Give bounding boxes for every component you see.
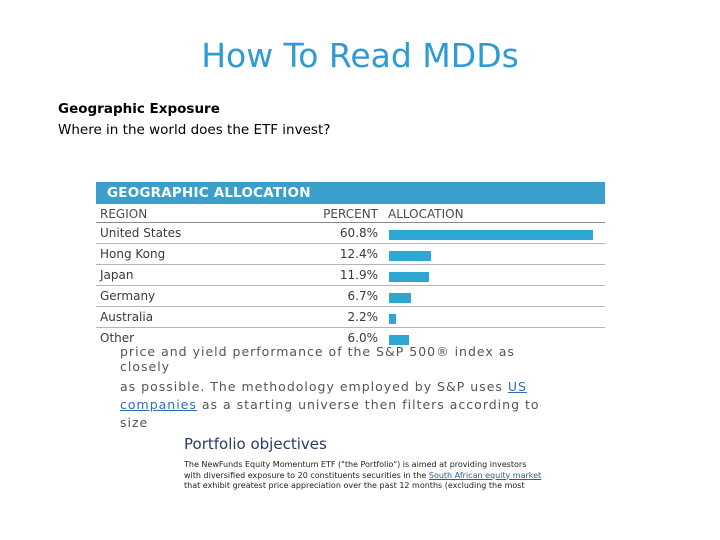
po-line-3: that exhibit greatest price appreciation over the past 12 months (excluding the most — [184, 481, 525, 490]
region-label: Hong Kong — [100, 247, 166, 261]
slide-title: How To Read MDDs — [201, 36, 519, 75]
us-link[interactable]: US — [507, 379, 527, 394]
column-header-row — [96, 204, 605, 223]
methodology-text: as possible. The methodology employed by S&P uses — [120, 379, 503, 394]
allocation-row — [96, 265, 605, 286]
methodology-text-2: as a starting universe then filters according to size — [120, 397, 540, 430]
allocation-bar — [389, 251, 431, 261]
geographic-allocation-panel — [96, 182, 605, 348]
methodology-line-1 — [120, 378, 540, 396]
allocation-row — [96, 307, 605, 328]
percent-value: 2.2% — [347, 310, 378, 324]
section-subtitle: Geographic Exposure — [58, 101, 220, 117]
section-question: Where in the world does the ETF invest? — [58, 122, 331, 138]
region-label: Japan — [100, 268, 134, 282]
portfolio-objectives-title: Portfolio objectives — [184, 435, 327, 453]
allocation-row — [96, 286, 605, 307]
allocation-row — [96, 223, 605, 244]
allocation-row — [96, 244, 605, 265]
region-label: Other — [100, 331, 135, 345]
percent-value: 6.0% — [347, 331, 378, 345]
percent-value: 6.7% — [347, 289, 378, 303]
allocation-bar — [389, 314, 396, 324]
cropped-text-line — [120, 344, 540, 374]
allocation-column-header: ALLOCATION — [388, 207, 464, 221]
region-label: Australia — [100, 310, 154, 324]
region-label: United States — [100, 226, 182, 240]
allocation-bar — [389, 230, 593, 240]
portfolio-objectives-body — [184, 460, 544, 492]
percent-column-header: PERCENT — [323, 207, 378, 221]
cropped-text: price and yield performance of the S&P 500® index as closely — [120, 344, 515, 374]
percent-value: 12.4% — [339, 247, 378, 261]
methodology-paragraph — [120, 378, 540, 432]
region-label: Germany — [100, 289, 156, 303]
companies-link[interactable]: companies — [120, 397, 197, 412]
methodology-line-2 — [120, 396, 540, 432]
panel-header: GEOGRAPHIC ALLOCATION — [96, 182, 605, 204]
po-line-1: The NewFunds Equity Momentum ETF ("the Portfolio") is aimed at providing investors — [184, 460, 527, 469]
allocation-bar — [389, 272, 429, 282]
south-african-equity-link[interactable]: South African equity market — [428, 470, 542, 480]
po-line-2 — [184, 471, 544, 482]
allocation-bar — [389, 293, 411, 303]
allocation-rows — [96, 223, 605, 348]
percent-value: 11.9% — [339, 268, 378, 282]
po-line-2-text: with diversified exposure to 20 constituents securities in the — [184, 470, 427, 480]
region-column-header: REGION — [100, 207, 148, 221]
percent-value: 60.8% — [339, 226, 378, 240]
